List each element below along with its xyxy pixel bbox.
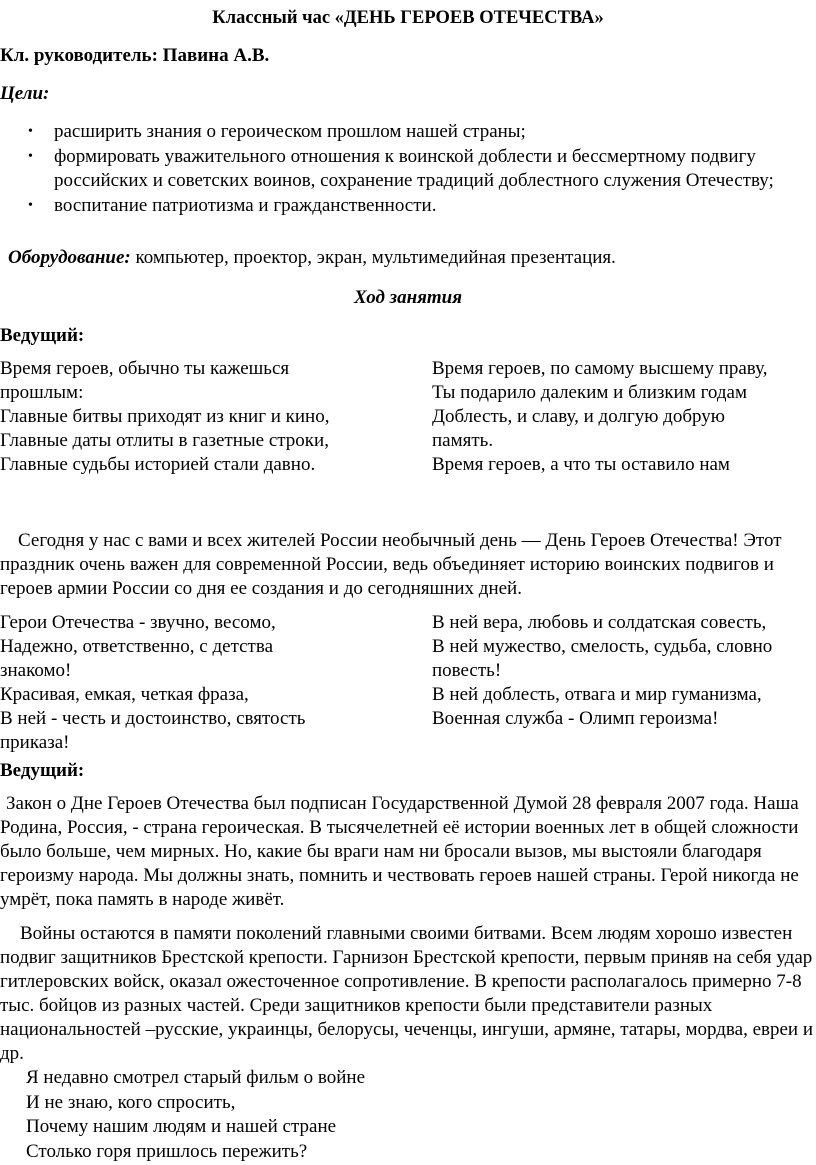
- poem-line: память.: [432, 430, 494, 451]
- equipment-line: [8, 246, 616, 270]
- host-label: Ведущий:: [0, 760, 85, 781]
- poem-line: Я недавно смотрел старый фильм о войне: [26, 1067, 366, 1088]
- poem-line: Время героев, обычно ты кажешься: [0, 358, 290, 379]
- goals-heading: Цели:: [0, 83, 50, 104]
- poem-line: знакомо!: [0, 660, 72, 681]
- poem2-right: [432, 611, 772, 731]
- poem-line: Почему нашим людям и нашей стране: [26, 1116, 337, 1137]
- document-title: Классный час «ДЕНЬ ГЕРОЕВ ОТЕЧЕСТВА»: [212, 8, 604, 28]
- poem-line: Ты подарило далеким и близким годам: [432, 382, 747, 403]
- poem1-left: [0, 357, 329, 477]
- poem-line: Время героев, а что ты оставило нам: [432, 454, 730, 475]
- host-label: Ведущий:: [0, 325, 85, 346]
- goal-item: • формировать уважительного отношения к воинской доблести и бессмертному подвигу российских и советских воинов, сохранение традиций доблестного служения Отечеству;: [28, 146, 774, 191]
- poem-line: В ней - честь и достоинство, святость: [0, 708, 306, 729]
- poem-line: повесть!: [432, 660, 502, 681]
- poem-line: Время героев, по самому высшему праву,: [432, 358, 768, 379]
- poem-line: прошлым:: [0, 382, 84, 403]
- poem1-right: [432, 357, 767, 477]
- equipment-label: Оборудование:: [8, 247, 131, 268]
- bullet-icon: •: [28, 149, 33, 164]
- poem-line: Главные судьбы историей стали давно.: [0, 454, 316, 475]
- intro-paragraph: Сегодня у нас с вами и всех жителей России необычный день — День Героев Отечества! Этот праздник очень важен для современной России, ведь объединяет историю воинских подвигов и героев армии России со дня ее создания и до сегодняшних дней.: [0, 530, 782, 599]
- poem-line: Главные даты отлиты в газетные строки,: [0, 430, 329, 451]
- teacher-line: Кл. руководитель: Павина А.В.: [0, 45, 270, 66]
- brest-paragraph: Войны остаются в памяти поколений главными своими битвами. Всем людям хорошо известен подвиг защитников Брестской крепости. Гарнизон Брестской крепости, первым приняв на себя удар гитлеровских войск, оказал ожесточенное сопротивление. В крепости располагалось примерно 7-8 тыс. бойцов из разных частей. Среди защитников крепости были представители разных национальностей –русские, украинцы, белорусы, чеченцы, ингуши, армяне, татары, мордва, евреи и др.: [0, 923, 814, 1064]
- bullet-icon: •: [28, 124, 33, 139]
- poem-line: И не знаю, кого спросить,: [26, 1091, 236, 1113]
- poem-line: Доблесть, и славу, и долгую добрую: [432, 406, 725, 427]
- equipment-text: компьютер, проектор, экран, мультимедийная презентация.: [130, 247, 616, 268]
- course-heading: Ход занятия: [353, 287, 463, 308]
- poem-line: Надежно, ответственно, с детства: [0, 636, 274, 657]
- goals-list: [0, 120, 790, 219]
- poem3: [26, 1066, 365, 1164]
- poem2-left: [0, 611, 305, 755]
- poem-line: Военная служба - Олимп героизма!: [432, 708, 719, 729]
- poem-line: В ней вера, любовь и солдатская совесть,: [432, 612, 767, 633]
- bullet-icon: •: [28, 198, 33, 213]
- poem-line: Герои Отечества - звучно, весомо,: [0, 612, 276, 633]
- poem-line: В ней доблесть, отвага и мир гуманизма,: [432, 684, 762, 705]
- poem-line: Главные битвы приходят из книг и кино,: [0, 406, 330, 427]
- goal-item: • воспитание патриотизма и гражданственности.: [28, 195, 437, 216]
- poem-line: Столько горя пришлось пережить?: [26, 1140, 308, 1162]
- poem-line: В ней мужество, смелость, судьба, словно: [432, 636, 773, 657]
- law-paragraph: Закон о Дне Героев Отечества был подписан Государственной Думой 28 февраля 2007 года. Наша Родина, Россия, - страна героическая. В тысячелетней её истории военных лет в общей сложности было больше, чем мирных. Но, какие бы враги нам ни бросали вызов, мы выстояли благодаря героизму народа. Мы должны знать, помнить и чествовать героев нашей страны. Герой никогда не умрёт, пока память в народе живёт.: [0, 793, 799, 910]
- poem-line: Красивая, емкая, четкая фраза,: [0, 684, 249, 705]
- goal-item: • расширить знания о героическом прошлом нашей страны;: [28, 121, 526, 142]
- poem-line: приказа!: [0, 732, 70, 753]
